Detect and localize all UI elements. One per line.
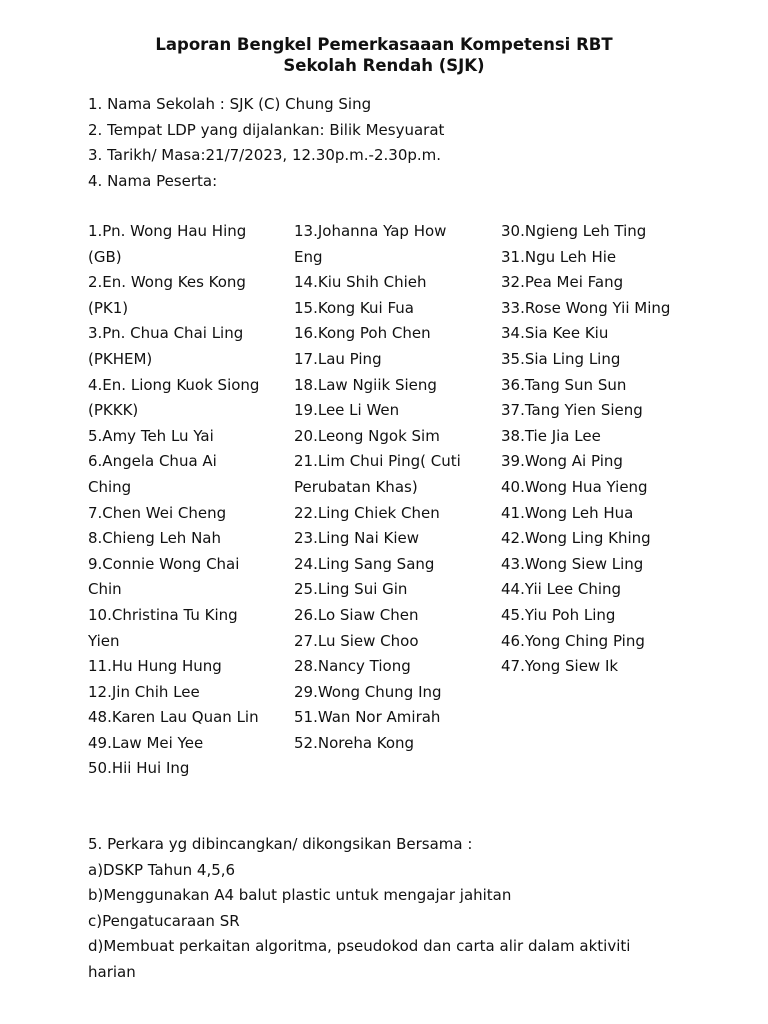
participant-line: 1.Pn. Wong Hau Hing (88, 222, 247, 240)
date-time: 3. Tarikh/ Masa:21/7/2023, 12.30p.m.-2.30p.m. (88, 146, 442, 165)
participant-line: (PKKK) (88, 401, 139, 420)
participant-line: 11.Hu Hung Hung (88, 657, 222, 676)
participant-line: 7.Chen Wei Cheng (88, 503, 227, 522)
participant-line: 40.Wong Hua Yieng (501, 477, 648, 496)
participant-line: 33.Rose Wong Yii Ming (501, 298, 671, 317)
participant-line: 19.Lee Li Wen (294, 401, 400, 420)
discussion-item: harian (88, 962, 136, 981)
participant-line: 39.Wong Ai Ping (501, 452, 623, 471)
participant-line: (PKHEM) (88, 349, 153, 368)
participant-line: Ching (88, 477, 132, 496)
participant-line: 18.Law Ngiik Sieng (294, 375, 437, 394)
participant-line: 32.Pea Mei Fang (501, 273, 624, 292)
participant-line: (GB) (88, 247, 122, 266)
participant-line: 2.En. Wong Kes Kong (88, 273, 246, 292)
participant-line: 47.Yong Siew Ik (501, 657, 619, 676)
participant-line: 35.Sia Ling Ling (501, 349, 621, 368)
participant-line: 13.Johanna Yap How (294, 222, 447, 240)
participant-line: 14.Kiu Shih Chieh (294, 273, 427, 292)
participant-line: Yien (88, 631, 120, 650)
venue: 2. Tempat LDP yang dijalankan: Bilik Mesyuarat (88, 120, 445, 139)
discussion-item: c)Pengatucaraan SR (88, 911, 240, 930)
participants-column-1 (88, 219, 283, 782)
participant-line: 52.Noreha Kong (294, 733, 415, 752)
participant-line: 28.Nancy Tiong (294, 657, 411, 676)
participants-column-3 (501, 219, 701, 680)
participant-line: 29.Wong Chung Ing (294, 682, 442, 701)
participant-line: 8.Chieng Leh Nah (88, 529, 222, 548)
school-name: 1. Nama Sekolah : SJK (C) Chung Sing (88, 95, 372, 113)
participant-line: 25.Ling Sui Gin (294, 580, 408, 599)
participant-line: Chin (88, 580, 122, 599)
participant-line: 30.Ngieng Leh Ting (501, 222, 647, 240)
participant-line: 38.Tie Jia Lee (501, 426, 601, 445)
participant-line: 37.Tang Yien Sieng (501, 401, 643, 420)
participant-line: 49.Law Mei Yee (88, 733, 204, 752)
report-title (0, 34, 768, 76)
participants-heading: 4. Nama Peserta: (88, 171, 218, 190)
participant-line: 24.Ling Sang Sang (294, 554, 435, 573)
discussion-items (88, 858, 688, 986)
participant-line: 17.Lau Ping (294, 349, 382, 368)
report-title-line-1: Laporan Bengkel Pemerkasaaan Kompetensi RBT (155, 35, 613, 54)
participant-line: 21.Lim Chui Ping( Cuti (294, 452, 461, 471)
participant-line: 43.Wong Siew Ling (501, 554, 644, 573)
participant-line: 31.Ngu Leh Hie (501, 247, 617, 266)
participant-line: 4.En. Liong Kuok Siong (88, 375, 260, 394)
discussion-section (88, 832, 688, 986)
participant-line: 22.Ling Chiek Chen (294, 503, 440, 522)
participant-line: 16.Kong Poh Chen (294, 324, 431, 343)
participant-line: 26.Lo Siaw Chen (294, 605, 419, 624)
participant-line: 36.Tang Sun Sun (501, 375, 627, 394)
discussion-item: d)Membuat perkaitan algoritma, pseudokod dan carta alir dalam aktiviti (88, 937, 631, 956)
participant-line: 12.Jin Chih Lee (88, 682, 200, 701)
participant-line: 46.Yong Ching Ping (501, 631, 645, 650)
participants-column-2 (294, 219, 494, 756)
participant-line: 9.Connie Wong Chai (88, 554, 240, 573)
participant-line: 42.Wong Ling Khing (501, 529, 651, 548)
participant-line: 20.Leong Ngok Sim (294, 426, 440, 445)
report-info (88, 92, 688, 194)
participant-line: 3.Pn. Chua Chai Ling (88, 324, 244, 343)
participant-line: 27.Lu Siew Choo (294, 631, 419, 650)
participant-line: 41.Wong Leh Hua (501, 503, 634, 522)
participant-line: Perubatan Khas) (294, 477, 418, 496)
participant-line: 44.Yii Lee Ching (501, 580, 622, 599)
discussion-item: b)Menggunakan A4 balut plastic untuk mengajar jahitan (88, 886, 512, 905)
participant-line: 45.Yiu Poh Ling (501, 605, 616, 624)
discussion-heading: 5. Perkara yg dibincangkan/ dikongsikan Bersama : (88, 835, 473, 853)
participant-line: 5.Amy Teh Lu Yai (88, 426, 214, 445)
participant-line: 23.Ling Nai Kiew (294, 529, 420, 548)
participant-line: 48.Karen Lau Quan Lin (88, 708, 259, 727)
participant-line: 51.Wan Nor Amirah (294, 708, 441, 727)
participant-line: 15.Kong Kui Fua (294, 298, 414, 317)
participant-line: 34.Sia Kee Kiu (501, 324, 609, 343)
participant-line: 10.Christina Tu King (88, 605, 238, 624)
participant-line: Eng (294, 247, 323, 266)
participant-line: 50.Hii Hui Ing (88, 759, 190, 778)
report-title-line-2: Sekolah Rendah (SJK) (283, 56, 485, 75)
discussion-item: a)DSKP Tahun 4,5,6 (88, 860, 236, 879)
participant-line: (PK1) (88, 298, 129, 317)
participant-line: 6.Angela Chua Ai (88, 452, 217, 471)
